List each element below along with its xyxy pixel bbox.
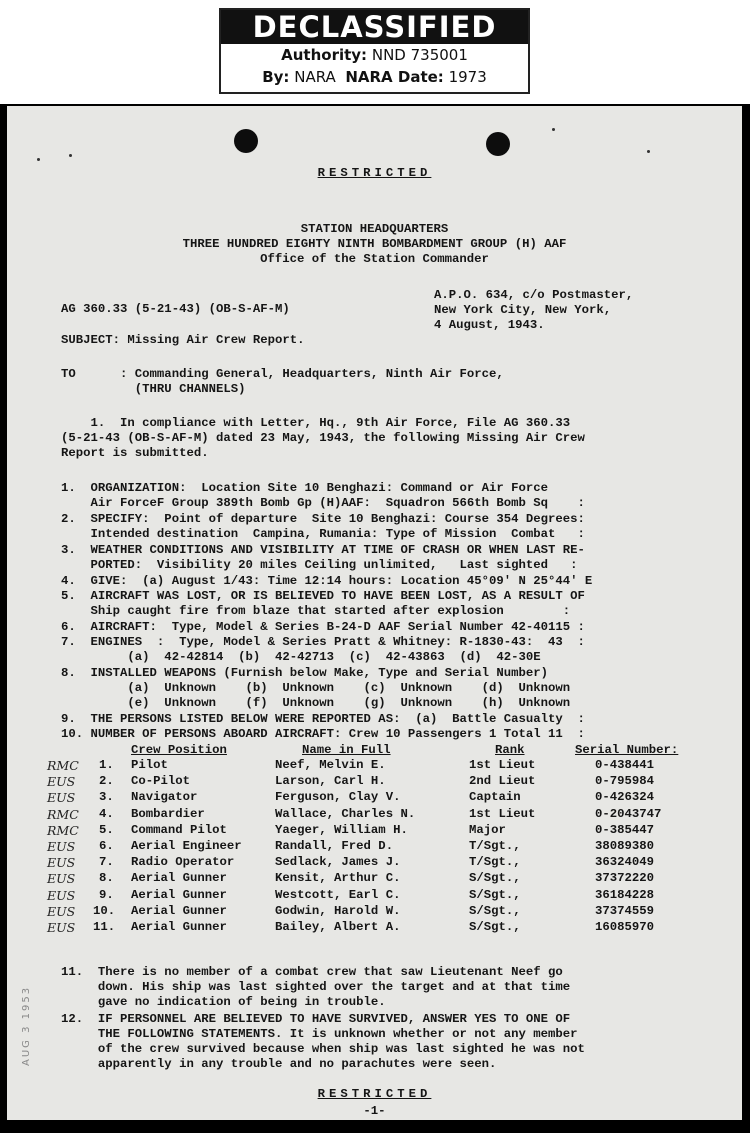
group-name: THREE HUNDRED EIGHTY NINTH BOMBARDMENT GROUP (H) AAF xyxy=(182,237,567,251)
crew-rank: S/Sgt., xyxy=(469,887,521,902)
crew-position: Aerial Gunner xyxy=(131,871,227,886)
crew-handwritten-mark: EUS xyxy=(47,871,76,887)
crew-name: Westcott, Earl C. xyxy=(275,887,401,902)
crew-name: Ferguson, Clay V. xyxy=(275,790,401,805)
apo-line-2: New York City, New York, xyxy=(434,303,612,317)
crew-serial: 0-385447 xyxy=(595,822,655,837)
item-line: 6. AIRCRAFT: Type, Model & Series B-24-D AAF Serial Number 42-40115 : xyxy=(61,620,585,634)
apo-line-1: A.P.O. 634, c/o Postmaster, xyxy=(434,288,634,302)
col-header-position: Crew Position xyxy=(131,743,227,757)
crew-rank: Major xyxy=(469,822,506,837)
item-line: 5. AIRCRAFT WAS LOST, OR IS BELIEVED TO HAVE BEEN LOST, AS A RESULT OF xyxy=(61,589,585,603)
item-line: 9. THE PERSONS LISTED BELOW WERE REPORTED AS: (a) Battle Casualty : xyxy=(61,712,585,726)
declassified-title: DECLASSIFIED xyxy=(221,10,528,44)
crew-number: 6. xyxy=(99,839,114,853)
crew-number: 7. xyxy=(99,855,114,870)
crew-serial: 0-2043747 xyxy=(595,806,662,821)
crew-serial: 0-438441 xyxy=(595,758,655,772)
crew-position: Aerial Gunner xyxy=(131,903,227,918)
item-line: (a) Unknown (b) Unknown (c) Unknown (d) Unknown xyxy=(61,681,571,695)
crew-number: 2. xyxy=(99,774,114,789)
crew-name: Larson, Carl H. xyxy=(275,774,386,789)
para1-line-3: Report is submitted. xyxy=(61,446,209,460)
page-number: -1- xyxy=(363,1104,386,1118)
side-date-stamp: AUG 3 1953 xyxy=(21,985,32,1066)
crew-position: Navigator xyxy=(131,790,198,805)
crew-name: Kensit, Arthur C. xyxy=(275,871,401,886)
classification-footer: RESTRICTED xyxy=(317,1087,432,1101)
crew-handwritten-mark: EUS xyxy=(47,774,76,790)
crew-rank: T/Sgt., xyxy=(469,855,521,870)
crew-position: Radio Operator xyxy=(131,855,235,870)
office-name: Office of the Station Commander xyxy=(260,252,489,266)
crew-name: Bailey, Albert A. xyxy=(275,920,401,934)
para12-line-3: of the crew survived because when ship was last sighted he was not xyxy=(61,1042,585,1056)
crew-handwritten-mark: EUS xyxy=(47,903,76,919)
to-line-2: (THRU CHANNELS) xyxy=(61,382,246,396)
crew-position: Bombardier xyxy=(131,806,205,821)
speck xyxy=(69,154,72,157)
item-line: (a) 42-42814 (b) 42-42713 (c) 42-43863 (d) 42-30E xyxy=(61,650,541,664)
crew-serial: 38089380 xyxy=(595,839,655,853)
para12-line-2: THE FOLLOWING STATEMENTS. It is unknown whether or not any member xyxy=(61,1027,578,1041)
crew-number: 8. xyxy=(99,871,114,886)
punch-hole xyxy=(486,132,510,156)
crew-number: 11. xyxy=(93,920,116,934)
item-line: 2. SPECIFY: Point of departure Site 10 Benghazi: Course 354 Degrees: xyxy=(61,512,585,526)
item-line: 8. INSTALLED WEAPONS (Furnish below Make, Type and Serial Number) xyxy=(61,666,549,680)
crew-serial: 16085970 xyxy=(595,920,655,934)
crew-number: 10. xyxy=(93,903,116,918)
authority-label: Authority: xyxy=(281,46,368,64)
col-header-name: Name in Full xyxy=(302,743,391,757)
crew-handwritten-mark: EUS xyxy=(47,790,76,806)
crew-serial: 0-426324 xyxy=(595,790,655,805)
apo-line-3: 4 August, 1943. xyxy=(434,318,545,332)
crew-rank: S/Sgt., xyxy=(469,920,521,934)
item-line: 7. ENGINES : Type, Model & Series Pratt & Whitney: R-1830-43: 43 : xyxy=(61,635,585,649)
authority-line xyxy=(221,44,528,66)
crew-name: Yaeger, William H. xyxy=(275,822,408,837)
speck xyxy=(552,128,555,131)
by-label: By: xyxy=(262,68,290,86)
para1-line-1: 1. In compliance with Letter, Hq., 9th Air Force, File AG 360.33 xyxy=(61,416,571,430)
crew-name: Neef, Melvin E. xyxy=(275,758,386,772)
crew-position: Pilot xyxy=(131,758,168,772)
authority-value: NND 735001 xyxy=(371,46,468,64)
para11-line-1: 11. There is no member of a combat crew that saw Lieutenant Neef go xyxy=(61,965,563,979)
declassified-stamp xyxy=(219,8,530,94)
crew-serial: 36324049 xyxy=(595,855,655,870)
crew-serial: 37372220 xyxy=(595,871,655,886)
crew-position: Command Pilot xyxy=(131,822,227,837)
date-label: NARA Date: xyxy=(345,68,444,86)
crew-number: 1. xyxy=(99,758,114,772)
punch-hole xyxy=(234,129,258,153)
crew-handwritten-mark: EUS xyxy=(47,855,76,871)
crew-handwritten-mark: RMC xyxy=(47,758,79,773)
item-line: 10. NUMBER OF PERSONS ABOARD AIRCRAFT: Crew 10 Passengers 1 Total 11 : xyxy=(61,727,585,741)
crew-position: Co-Pilot xyxy=(131,774,191,789)
classification-header: RESTRICTED xyxy=(317,166,432,180)
item-line: Ship caught fire from blaze that started after explosion : xyxy=(61,604,571,618)
speck xyxy=(37,158,40,161)
date-value: 1973 xyxy=(448,68,487,86)
by-line xyxy=(221,66,528,88)
document-page xyxy=(7,106,742,1120)
para12-line-1: 12. IF PERSONNEL ARE BELIEVED TO HAVE SURVIVED, ANSWER YES TO ONE OF xyxy=(61,1012,571,1026)
crew-number: 5. xyxy=(99,822,114,837)
item-line: (e) Unknown (f) Unknown (g) Unknown (h) Unknown xyxy=(61,696,571,710)
crew-rank: S/Sgt., xyxy=(469,871,521,886)
crew-rank: S/Sgt., xyxy=(469,903,521,918)
crew-serial: 37374559 xyxy=(595,903,655,918)
crew-handwritten-mark: RMC xyxy=(47,806,79,822)
item-line: Intended destination Campina, Rumania: Type of Mission Combat : xyxy=(61,527,585,541)
crew-rank: 1st Lieut xyxy=(469,806,536,821)
station-hq: STATION HEADQUARTERS xyxy=(300,222,449,236)
crew-position: Aerial Gunner xyxy=(131,920,227,934)
item-line: PORTED: Visibility 20 miles Ceiling unlimited, Last sighted : xyxy=(61,558,578,572)
col-header-serial: Serial Number: xyxy=(575,743,679,757)
crew-position: Aerial Gunner xyxy=(131,887,227,902)
crew-number: 3. xyxy=(99,790,114,805)
item-line: 4. GIVE: (a) August 1/43: Time 12:14 hours: Location 45°09' N 25°44' E xyxy=(61,574,593,588)
by-value: NARA xyxy=(294,68,336,86)
crew-position: Aerial Engineer xyxy=(131,839,242,853)
col-header-rank: Rank xyxy=(495,743,525,757)
crew-rank: Captain xyxy=(469,790,521,805)
subject-line: SUBJECT: Missing Air Crew Report. xyxy=(61,333,305,347)
crew-serial: 36184228 xyxy=(595,887,655,902)
crew-name: Randall, Fred D. xyxy=(275,839,394,853)
crew-handwritten-mark: EUS xyxy=(47,920,76,935)
para11-line-3: gave no indication of being in trouble. xyxy=(61,995,386,1009)
crew-rank: 1st Lieut xyxy=(469,758,536,772)
crew-serial: 0-795984 xyxy=(595,774,655,789)
para1-line-2: (5-21-43 (OB-S-AF-M) dated 23 May, 1943, the following Missing Air Crew xyxy=(61,431,585,445)
crew-number: 4. xyxy=(99,806,114,821)
crew-rank: 2nd Lieut xyxy=(469,774,536,789)
crew-name: Wallace, Charles N. xyxy=(275,806,416,821)
speck xyxy=(647,150,650,153)
to-line-1: TO : Commanding General, Headquarters, Ninth Air Force, xyxy=(61,367,504,381)
crew-name: Sedlack, James J. xyxy=(275,855,401,870)
para11-line-2: down. His ship was last sighted over the target and at that time xyxy=(61,980,571,994)
item-line: 1. ORGANIZATION: Location Site 10 Benghazi: Command or Air Force xyxy=(61,481,549,495)
para12-line-4: apparently in any trouble and no parachutes were seen. xyxy=(61,1057,497,1071)
crew-handwritten-mark: EUS xyxy=(47,887,76,903)
crew-handwritten-mark: RMC xyxy=(47,822,79,838)
crew-name: Godwin, Harold W. xyxy=(275,903,401,918)
crew-handwritten-mark: EUS xyxy=(47,839,76,854)
file-reference: AG 360.33 (5-21-43) (OB-S-AF-M) xyxy=(61,302,290,316)
item-line: 3. WEATHER CONDITIONS AND VISIBILITY AT TIME OF CRASH OR WHEN LAST RE- xyxy=(61,543,585,557)
item-line: Air ForceF Group 389th Bomb Gp (H)AAF: Squadron 566th Bomb Sq : xyxy=(61,496,585,510)
crew-rank: T/Sgt., xyxy=(469,839,521,853)
crew-number: 9. xyxy=(99,887,114,902)
